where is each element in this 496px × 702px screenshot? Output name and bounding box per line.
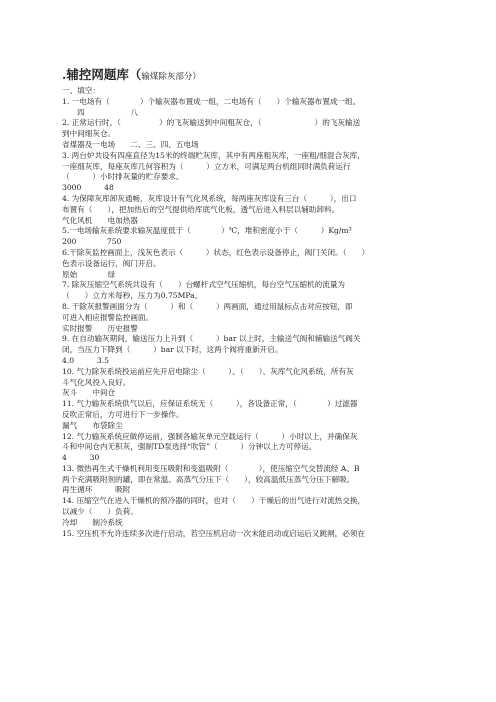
text-line: 一、填空：	[62, 86, 100, 95]
text-line: 闭，当压力下降到（ ）bar 以下时，这两个阀将重新开启。	[62, 345, 283, 355]
title-main: .辅控网题库（	[62, 67, 142, 82]
text-line: 两个充满吸附剂的罐，即在常温、高蒸气分压下（ ），较高温低压蒸气分压下解吸。	[62, 474, 355, 484]
text-line: 15. 空压机不允许连续多次进行启动，若空压机启动一次未能启动或启运后又跳闸，必须在	[62, 528, 366, 538]
text-line: 斗气化风投入良好。	[62, 377, 131, 387]
text-line: 四 八	[62, 107, 138, 117]
text-line: 原始 绿	[62, 269, 116, 279]
text-line: 以减少（ ）负荷。	[62, 507, 138, 517]
text-line: 12. 气力输灰系统应做停运前，强制各输灰单元空载运行（ ）小时以上，并确保灰	[62, 431, 358, 441]
text-line: 11. 气力输灰系统供气以后，应保证系统无（ ），各设备正常，（ ）过滤器	[62, 399, 358, 409]
text-line: 10. 气力除灰系统投运前应先开启电除尘（ ）、（ ）、灰库气化风系统，所有灰	[62, 366, 354, 376]
text-line: 布置有（ ），把加热后的空气提供给库底气化板，透气后进入料层以辅助卸料。	[62, 204, 340, 214]
text-line: 3000 48	[62, 183, 114, 193]
text-line: 4 30	[62, 453, 100, 463]
text-line: 13. 微热再生式干燥机利用变压吸附和变温吸附（ ），使压缩空气交替流经 A、B	[62, 463, 360, 473]
text-line: 5.一电场输灰系统要求输灰温度低于（ ）℃，堆积密度小于（ ）Kg/m³	[62, 226, 352, 236]
text-line: 9. 在自动输灰期间，输送压力上升到（ ）bar 以上时，主输送气阀和辅输送气阀关	[62, 334, 361, 344]
text-line: 6.干除灰监控画面上，浅灰色表示（ ）状态，红色表示设备停止，阀门关闭。（ ）	[62, 247, 370, 257]
text-line: 省煤器及一电场 二、三、四、五电场	[62, 139, 199, 149]
text-line: 可进入相应报警监控画面。	[62, 312, 154, 322]
text-line: 2. 正常运行时，（ ）的飞灰输送到中间粗灰仓，（ ）的飞灰输送	[62, 118, 361, 128]
text-line: 8. 干除灰报警画面分为（ ）和（ ）两画面，通过用鼠标点击对应按钮，即	[62, 301, 353, 311]
text-line: 4. 为保障灰库卸灰通畅，灰库设计有气化风系统，每两座灰库设有三台（ ），出口	[62, 193, 357, 203]
title-subtitle: 输煤除灰部分）	[141, 72, 201, 82]
text-line: （ ）立方米每秒，压力为0.75MPa。	[62, 291, 203, 301]
text-line: 1. 一电场有（ ）个输灰器布置成一组，二电场有（ ）个输灰器布置成一组。	[62, 96, 361, 106]
text-line: 漏气 布袋除尘	[62, 420, 123, 430]
text-line: 再生循环 吸附	[62, 485, 131, 495]
text-line: 14. 压缩空气在进入干燥机的预冷器的同时，也对（ ）干燥后的出气进行对流热交换，	[62, 496, 366, 506]
text-line: 到中间细灰仓。	[62, 129, 116, 139]
text-line: 斗和中间仓内无积灰，强制TD泵选择“吹管”（ ）分钟以上方可停运。	[62, 442, 317, 452]
text-line: 色表示设备运行，阀门开启。	[62, 258, 161, 268]
text-line: 一座细灰库，每座灰库几何容积为（ ）立方米，可满足两台机组同时满负荷运行	[62, 161, 351, 171]
question-list	[62, 86, 440, 539]
text-line: 气化风机 电加热器	[62, 215, 138, 225]
text-line: 冷却 制冷系统	[62, 517, 123, 527]
text-line: 200 750	[62, 237, 122, 247]
page-title	[62, 65, 201, 83]
text-line: 反吹正常后，方可进行下一步操作。	[62, 409, 184, 419]
text-line: 实时报警 历史报警	[62, 323, 138, 333]
text-line: 3. 两台炉共设有四座直径为15米的终端贮灰库，其中有两座粗灰库，一座粗/细混合灰库，	[62, 150, 365, 160]
text-line: 灰斗 中间仓	[62, 388, 116, 398]
text-line: 7. 除灰压缩空气系统共设有（ ）台螺杆式空气压缩机，每台空气压缩机的流量为	[62, 280, 346, 290]
text-line: （ ）小时排灰量的贮存要求。	[62, 172, 184, 182]
text-line: 4.0 3.5	[62, 355, 109, 365]
